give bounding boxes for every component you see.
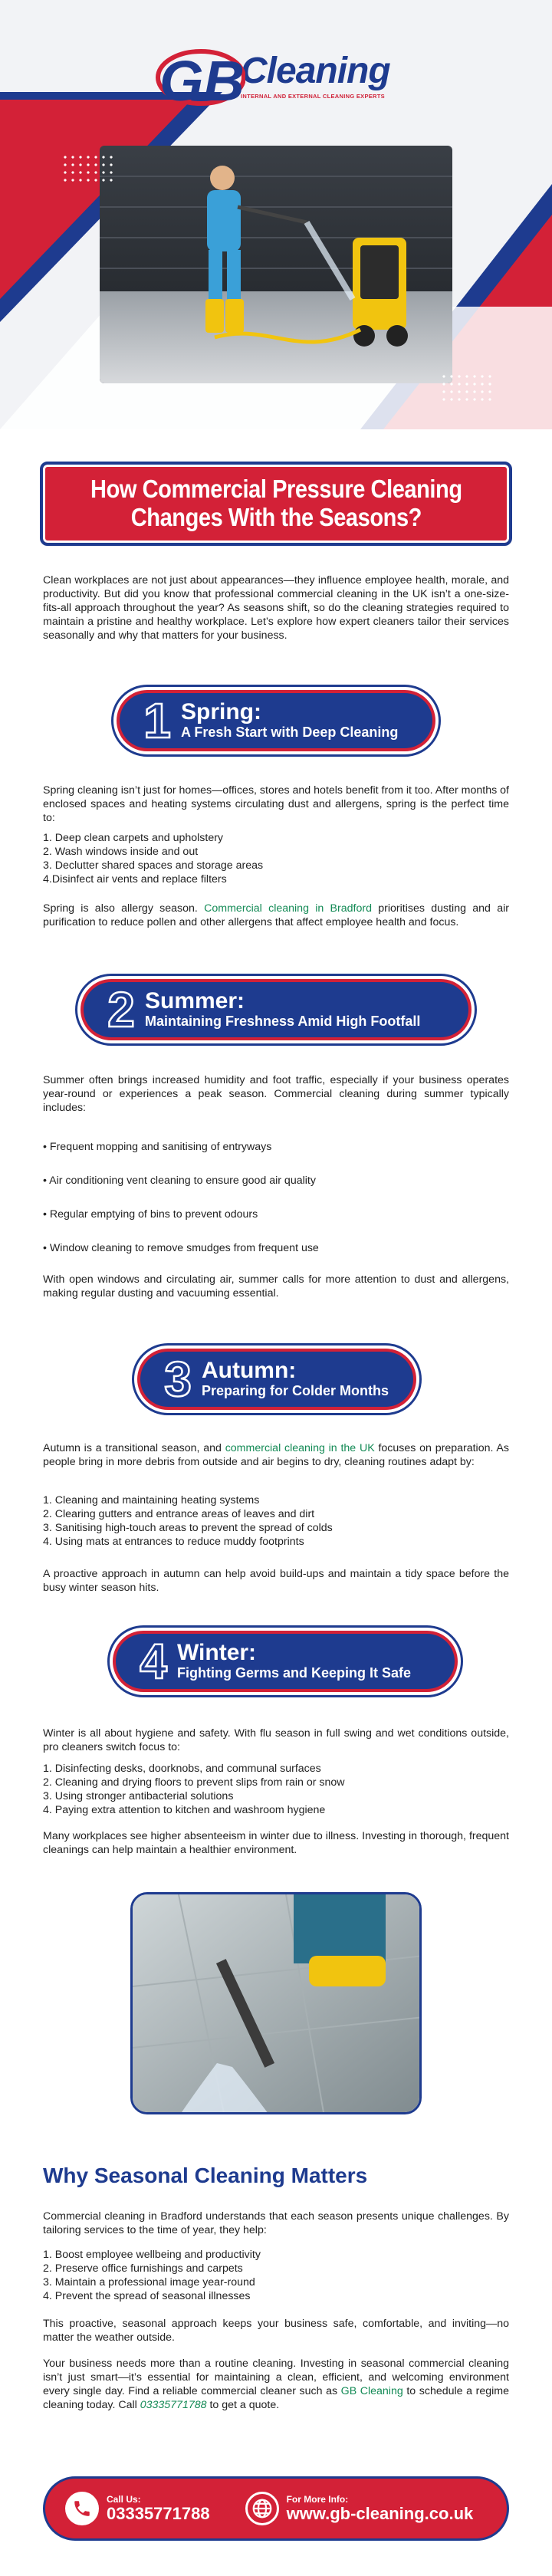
page-title-line-1: How Commercial Pressure Cleaning: [90, 475, 462, 504]
season-name-summer: Summer:: [145, 988, 245, 1014]
commercial-cleaning-uk-link[interactable]: commercial cleaning in the UK: [225, 1442, 375, 1454]
logo-word: Cleaning: [241, 50, 390, 91]
call-us-label: Call Us:: [107, 2493, 141, 2505]
dot-pattern-bottom: [440, 373, 494, 403]
call-us-block[interactable]: [65, 2492, 210, 2525]
why-paragraph-1: Commercial cleaning in Bradford understands that each season presents unique challenges. By tailoring services to the time of year, they help:: [43, 2210, 509, 2236]
why-heading: Why Seasonal Cleaning Matters: [43, 2164, 368, 2187]
list-item: 1. Boost employee wellbeing and productivity: [43, 2249, 261, 2261]
more-info-label: For More Info:: [286, 2493, 349, 2505]
page-title-box: [40, 462, 512, 546]
why-p3-text-mid: to schedule a regime cleaning today. Call: [43, 2385, 509, 2411]
hero-photo-pressure-washing: [100, 146, 452, 383]
more-info-block[interactable]: [245, 2492, 474, 2525]
why-paragraph-3: [43, 2357, 509, 2412]
autumn-p1-text: Autumn is a transitional season, and: [43, 1442, 225, 1454]
season-banner-spring: [111, 685, 441, 757]
logo-tagline: INTERNAL AND EXTERNAL CLEANING EXPERTS: [241, 92, 385, 100]
spring-p2-text-end: prioritises dusting and air purification to reduce pollen and other allergens that affect employee health and focus.: [43, 902, 509, 928]
why-p3-text: Your business needs more than a routine cleaning. Investing in seasonal commercial cleaning isn’t just smart—it’s essential for maintaining a clean, efficient, and welcoming environment every single day. Find a reliable commercial cleaner such as: [43, 2358, 509, 2397]
page-title: [90, 475, 462, 532]
season-number-spring: 1: [143, 693, 171, 748]
autumn-paragraph-1: [43, 1441, 509, 1469]
why-p3-text-end: to get a quote.: [206, 2399, 280, 2411]
logo-letters: GB: [159, 49, 245, 113]
why-list: [43, 2248, 509, 2303]
gb-cleaning-logo: [153, 34, 399, 118]
winter-paragraph-2: Many workplaces see higher absenteeism in winter due to illness. Investing in thorough, frequent cleanings can help maintain a healthier environment.: [43, 1830, 509, 1856]
list-item: • Frequent mopping and sanitising of entryways: [43, 1141, 272, 1153]
season-name-spring: Spring:: [181, 699, 261, 725]
spring-paragraph-1: Spring cleaning isn’t just for homes—offices, stores and hotels benefit from it too. After months of enclosed spaces and heating systems circulating dust and allergens, spring is the perfect time to:: [43, 784, 509, 824]
list-item: • Regular emptying of bins to prevent odours: [43, 1208, 258, 1221]
why-paragraph-2: This proactive, seasonal approach keeps your business safe, comfortable, and inviting—no matter the weather outside.: [43, 2318, 509, 2344]
list-item: • Window cleaning to remove smudges from frequent use: [43, 1242, 319, 1254]
season-number-summer: 2: [107, 982, 135, 1037]
gb-cleaning-link[interactable]: GB Cleaning: [340, 2385, 403, 2397]
autumn-list: [43, 1493, 509, 1549]
hero-section: [0, 0, 552, 429]
season-subtitle-spring: A Fresh Start with Deep Cleaning: [181, 724, 399, 740]
call-us-number[interactable]: 03335771788: [107, 2503, 210, 2523]
list-item: 4. Using mats at entrances to reduce muddy footprints: [43, 1536, 304, 1548]
season-subtitle-autumn: Preparing for Colder Months: [202, 1382, 389, 1398]
page-title-line-2: Changes With the Seasons?: [130, 503, 422, 531]
dot-pattern-top: [61, 153, 115, 184]
season-banner-summer: [75, 974, 477, 1046]
list-item: 2. Cleaning and drying floors to prevent slips from rain or snow: [43, 1776, 345, 1789]
list-item: 1. Disinfecting desks, doorknobs, and communal surfaces: [43, 1763, 321, 1775]
list-item: 3. Maintain a professional image year-round: [43, 2276, 255, 2288]
list-item: 3. Using stronger antibacterial solutions: [43, 1790, 234, 1802]
list-item: 2. Preserve office furnishings and carpets: [43, 2262, 243, 2275]
website-link[interactable]: www.gb-cleaning.co.uk: [286, 2503, 474, 2523]
list-item: 2. Wash windows inside and out: [43, 846, 199, 858]
season-subtitle-summer: Maintaining Freshness Amid High Footfall: [145, 1013, 421, 1029]
season-name-autumn: Autumn:: [202, 1358, 297, 1384]
list-item: 1. Deep clean carpets and upholstery: [43, 832, 224, 844]
globe-icon: [245, 2492, 279, 2525]
spring-list: [43, 831, 509, 886]
photo-floor-pressure-washing: [130, 1892, 422, 2114]
summer-list: [43, 1130, 509, 1265]
spring-paragraph-2: [43, 902, 509, 929]
season-subtitle-winter: Fighting Germs and Keeping It Safe: [177, 1664, 412, 1681]
list-item: 2. Clearing gutters and entrance areas of leaves and dirt: [43, 1508, 315, 1520]
contact-footer: [43, 2476, 509, 2541]
commercial-cleaning-bradford-link[interactable]: Commercial cleaning in Bradford: [204, 902, 372, 915]
season-number-winter: 4: [140, 1634, 167, 1689]
summer-paragraph-2: With open windows and circulating air, summer calls for more attention to dust and allergens, making regular dusting and vacuuming essential.: [43, 1273, 509, 1300]
winter-list: [43, 1762, 509, 1817]
autumn-paragraph-2: A proactive approach in autumn can help avoid build-ups and maintain a tidy space before the busy winter season hits.: [43, 1568, 509, 1594]
autumn-p1-text-end: focuses on preparation. As people bring in more debris from outside and air begins to dry, cleaning routines adapt by:: [43, 1442, 509, 1468]
logo-mark: [153, 39, 245, 113]
list-item: • Air conditioning vent cleaning to ensure good air quality: [43, 1175, 316, 1187]
phone-icon: [65, 2492, 99, 2525]
list-item: 3. Declutter shared spaces and storage areas: [43, 859, 264, 872]
intro-paragraph: Clean workplaces are not just about appearances—they influence employee health, morale, and productivity. But did you know that professional commercial cleaning in the UK isn’t a one-size-fits-all approach throughout the year? As seasons shift, so do the cleaning strategies required to maintain a pristine and healthy workplace. Let’s explore how expert cleaners tailor their services seasonally and why that matters for your business.: [43, 574, 509, 642]
list-item: 3. Sanitising high-touch areas to prevent the spread of colds: [43, 1522, 333, 1534]
winter-paragraph-1: Winter is all about hygiene and safety. With flu season in full swing and wet conditions outside, pro cleaners switch focus to:: [43, 1727, 509, 1753]
season-name-winter: Winter:: [177, 1640, 257, 1666]
season-banner-winter: [107, 1625, 463, 1697]
list-item: 4.Disinfect air vents and replace filters: [43, 873, 227, 886]
spring-p2-text: Spring is also allergy season.: [43, 902, 205, 915]
list-item: 1. Cleaning and maintaining heating systems: [43, 1494, 260, 1506]
season-banner-autumn: [132, 1343, 422, 1415]
list-item: 4. Prevent the spread of seasonal illnesses: [43, 2290, 251, 2302]
list-item: 4. Paying extra attention to kitchen and washroom hygiene: [43, 1804, 326, 1816]
season-number-autumn: 3: [164, 1352, 192, 1407]
summer-paragraph-1: Summer often brings increased humidity and foot traffic, especially if your business operates year-round or experiences a peak season. Commercial cleaning during summer typically includes:: [43, 1074, 509, 1114]
phone-link[interactable]: 03335771788: [140, 2399, 207, 2411]
